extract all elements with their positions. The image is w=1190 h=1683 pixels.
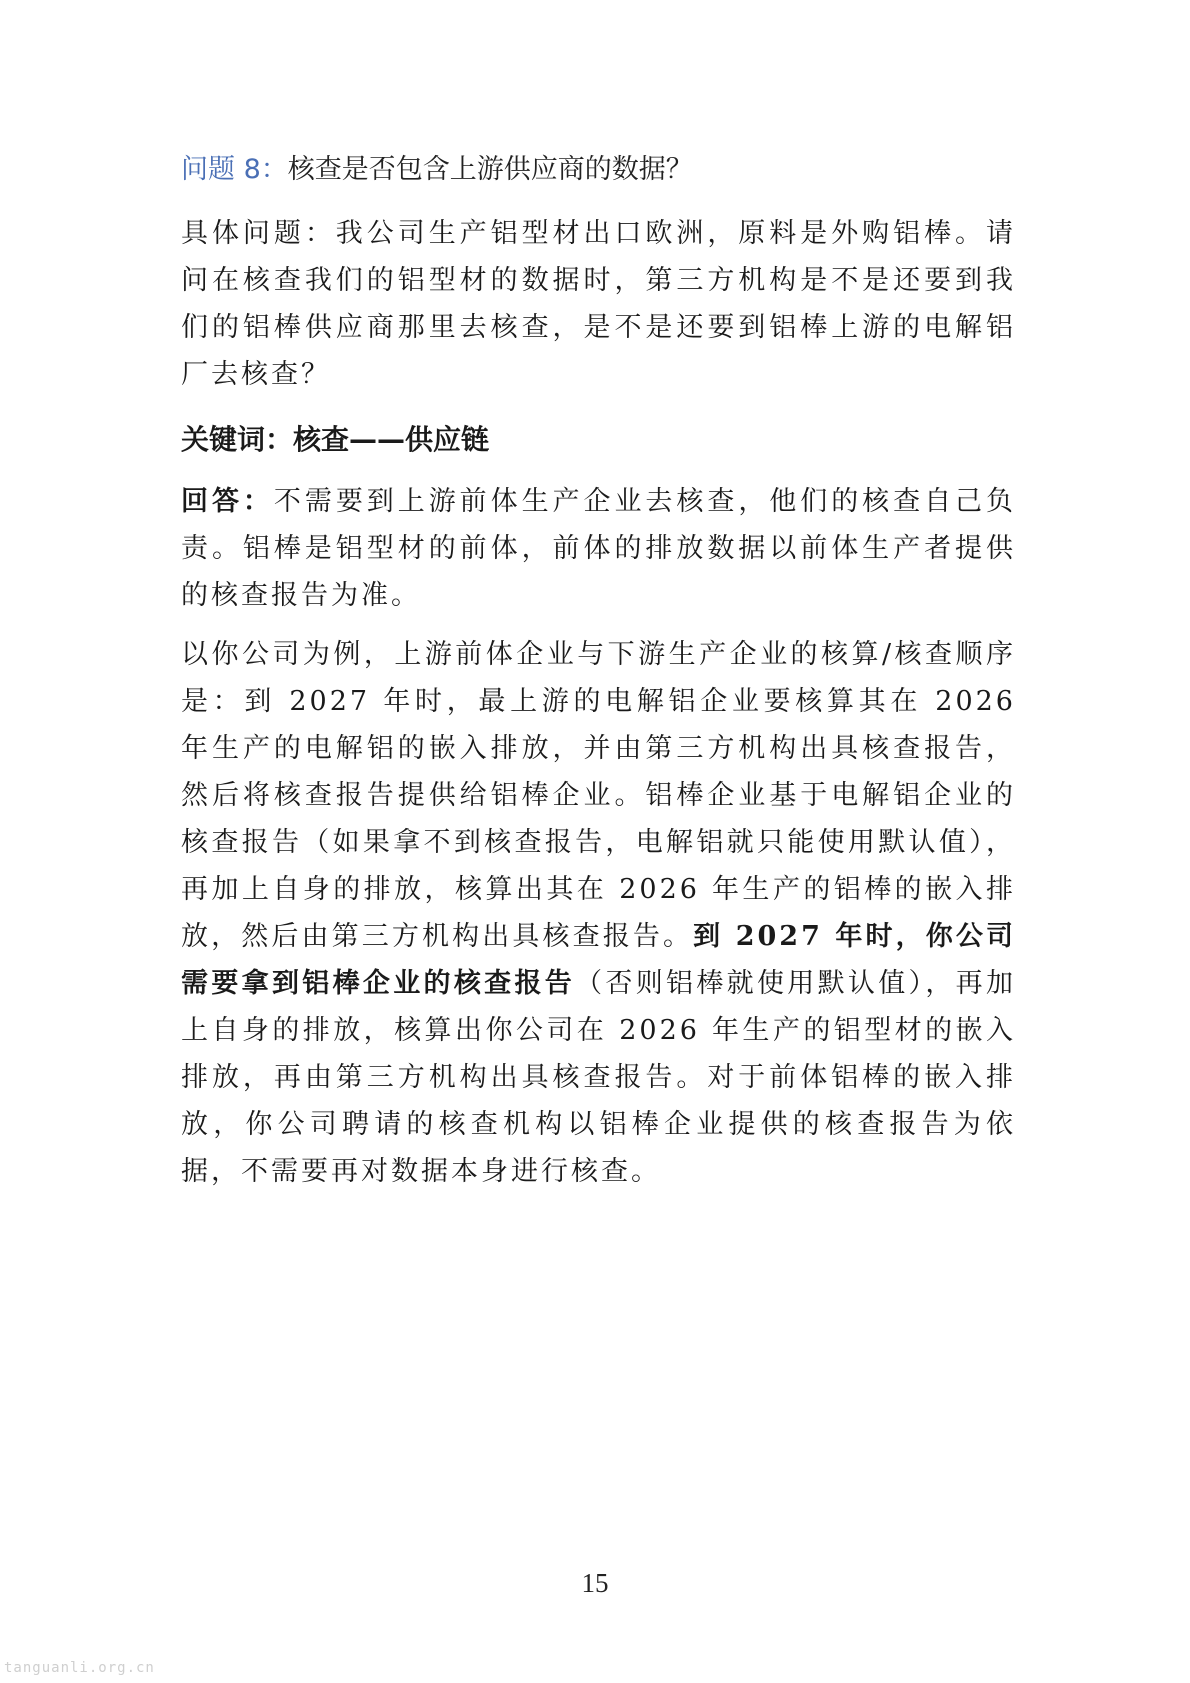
answer-label: 回答： [181, 486, 274, 517]
example-text-part2: （否则铝棒就使用默认值），再加上自身的排放，核算出你公司在 2026 年生产的铝型材的嵌入排放，再由第三方机构出具核查报告。对于前体铝棒的嵌入排放，你公司聘请的核查机构以铝棒企业提供的核查报告为依据，不需要再对数据本身进行核查。 [181, 968, 1017, 1187]
example-paragraph [181, 631, 1016, 1195]
example-text-part1: 以你公司为例，上游前体企业与下游生产企业的核算/核查顺序是：到 2027 年时，最上游的电解铝企业要核算其在 2026 年生产的电解铝的嵌入排放，并由第三方机构出具核查报告，然后将核查报告提供给铝棒企业。铝棒企业基于电解铝企业的核查报告（如果拿不到核查报告，电解铝就只能使用默认值），再加上自身的排放，核算出其在 2026 年生产的铝棒的嵌入排放，然后由第三方机构出具核查报告。 [181, 639, 1016, 952]
question-title-text: 核查是否包含上游供应商的数据？ [287, 154, 693, 185]
answer-paragraph [181, 478, 1016, 619]
document-page [181, 150, 1016, 1195]
site-watermark: tanguanli.org.cn [4, 1660, 155, 1676]
detail-paragraph: 具体问题：我公司生产铝型材出口欧洲，原料是外购铝棒。请问在核查我们的铝型材的数据时，第三方机构是不是还要到我们的铝棒供应商那里去核查，是不是还要到铝棒上游的电解铝厂去核查？ [181, 218, 1016, 390]
answer-text: 不需要到上游前体生产企业去核查，他们的核查自己负责。铝棒是铝型材的前体，前体的排放数据以前体生产者提供的核查报告为准。 [181, 486, 1017, 611]
question-heading [181, 150, 1016, 190]
keyword-line: 关键词：核查——供应链 [181, 423, 490, 456]
example-bold-text: 到 2027 年时，你公司需要拿到铝棒企业的核查报告 [181, 921, 1016, 999]
question-number: 问题 8： [181, 154, 288, 185]
page-number: 15 [581, 1568, 609, 1598]
